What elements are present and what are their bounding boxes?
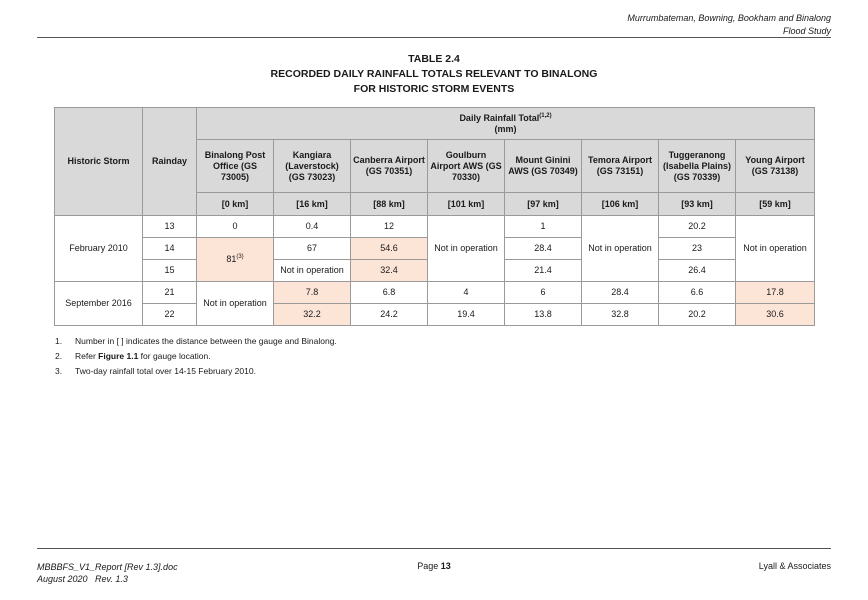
note-1 [55,334,337,349]
page-number [0,561,868,571]
kangiara-not-in-operation: Not in operation [274,260,351,282]
value-cell-highlight: 54.6 [351,238,428,260]
daily-rainfall-label: Daily Rainfall Total [459,112,540,123]
footer-date-revision: August 2020 Rev. 1.3 [37,574,128,584]
note-number: 3. [55,366,63,376]
binalong-two-day-value: 81 [226,254,237,264]
value-cell: 4 [428,282,505,304]
gauge-name-canberra: Canberra Airport (GS 70351) [351,140,428,193]
note-text-pre: Refer [75,351,99,361]
value-cell: 20.2 [659,304,736,326]
binalong-two-day-total [197,238,274,282]
gauge-dist-mount-ginini: [97 km] [505,193,582,216]
value-cell-highlight: 32.2 [274,304,351,326]
table-row [55,282,815,304]
gauge-dist-canberra: [88 km] [351,193,428,216]
gauge-dist-tuggeranong: [93 km] [659,193,736,216]
gauge-dist-goulburn: [101 km] [428,193,505,216]
gauge-dist-temora: [106 km] [582,193,659,216]
value-cell-highlight: 17.8 [736,282,815,304]
value-cell: 24.2 [351,304,428,326]
rainday-cell: 14 [143,238,197,260]
gauge-name-tuggeranong: Tuggeranong (Isabella Plains) (GS 70339) [659,140,736,193]
rainday-cell: 22 [143,304,197,326]
page-number-value: 13 [440,561,451,571]
value-cell: 13.8 [505,304,582,326]
page-label: Page [417,561,441,571]
note-2 [55,349,337,364]
storm-sep-2016: September 2016 [55,282,143,326]
rainday-cell: 13 [143,216,197,238]
note-text: Two-day rainfall total over 14-15 February 2010. [75,366,256,376]
daily-rainfall-unit: (mm) [494,123,517,134]
gauge-dist-young: [59 km] [736,193,815,216]
table-row [55,304,815,326]
header-rule [37,37,831,38]
note-text: Number in [ ] indicates the distance between the gauge and Binalong. [75,336,337,346]
footer-rule [37,548,831,549]
value-cell: 67 [274,238,351,260]
header-line-2: Flood Study [782,26,831,36]
gauge-name-kangiara: Kangiara (Laverstock) (GS 73023) [274,140,351,193]
value-cell-highlight: 32.4 [351,260,428,282]
gauge-name-binalong: Binalong Post Office (GS 73005) [197,140,274,193]
rainday-cell: 21 [143,282,197,304]
running-header [627,12,831,38]
gauge-dist-binalong: [0 km] [197,193,274,216]
value-cell: 0.4 [274,216,351,238]
value-cell: 28.4 [582,282,659,304]
header-daily-rainfall-total [197,108,815,140]
gauge-dist-kangiara: [16 km] [274,193,351,216]
goulburn-not-in-operation: Not in operation [428,216,505,282]
header-line-1: Murrumbateman, Bowning, Bookham and Binalong [627,13,831,23]
value-cell: 20.2 [659,216,736,238]
header-rainday: Rainday [143,108,197,216]
table-notes [55,334,337,379]
young-not-in-operation: Not in operation [736,216,815,282]
footer-filename: MBBBFS_V1_Report [Rev 1.3].doc [37,562,178,572]
value-cell: 6 [505,282,582,304]
storm-feb-2010: February 2010 [55,216,143,282]
value-cell: 21.4 [505,260,582,282]
value-cell: 19.4 [428,304,505,326]
note-3 [55,364,337,379]
value-cell: 12 [351,216,428,238]
table-title [0,52,868,97]
binalong-two-day-sup: (3) [236,254,244,260]
value-cell: 0 [197,216,274,238]
daily-rainfall-sup: (1,2) [539,112,552,119]
footer-company: Lyall & Associates [758,561,831,571]
table-row [55,216,815,238]
value-cell-highlight: 7.8 [274,282,351,304]
value-cell: 28.4 [505,238,582,260]
note-text-post: for gauge location. [138,351,211,361]
value-cell: 32.8 [582,304,659,326]
rainfall-table [54,107,815,326]
value-cell: 6.6 [659,282,736,304]
value-cell: 1 [505,216,582,238]
gauge-name-goulburn: Goulburn Airport AWS (GS 70330) [428,140,505,193]
note-number: 2. [55,351,63,361]
binalong-not-in-operation: Not in operation [197,282,274,326]
gauge-name-temora: Temora Airport (GS 73151) [582,140,659,193]
figure-reference: Figure 1.1 [98,351,139,361]
value-cell: 26.4 [659,260,736,282]
temora-not-in-operation: Not in operation [582,216,659,282]
table-title-line-3: FOR HISTORIC STORM EVENTS [353,83,515,95]
table-title-line-2: RECORDED DAILY RAINFALL TOTALS RELEVANT TO BINALONG [270,68,598,80]
value-cell-highlight: 30.6 [736,304,815,326]
note-number: 1. [55,336,63,346]
gauge-name-mount-ginini: Mount Ginini AWS (GS 70349) [505,140,582,193]
header-historic-storm: Historic Storm [55,108,143,216]
table-number: TABLE 2.4 [408,53,460,65]
value-cell: 23 [659,238,736,260]
rainday-cell: 15 [143,260,197,282]
value-cell: 6.8 [351,282,428,304]
gauge-name-young: Young Airport (GS 73138) [736,140,815,193]
